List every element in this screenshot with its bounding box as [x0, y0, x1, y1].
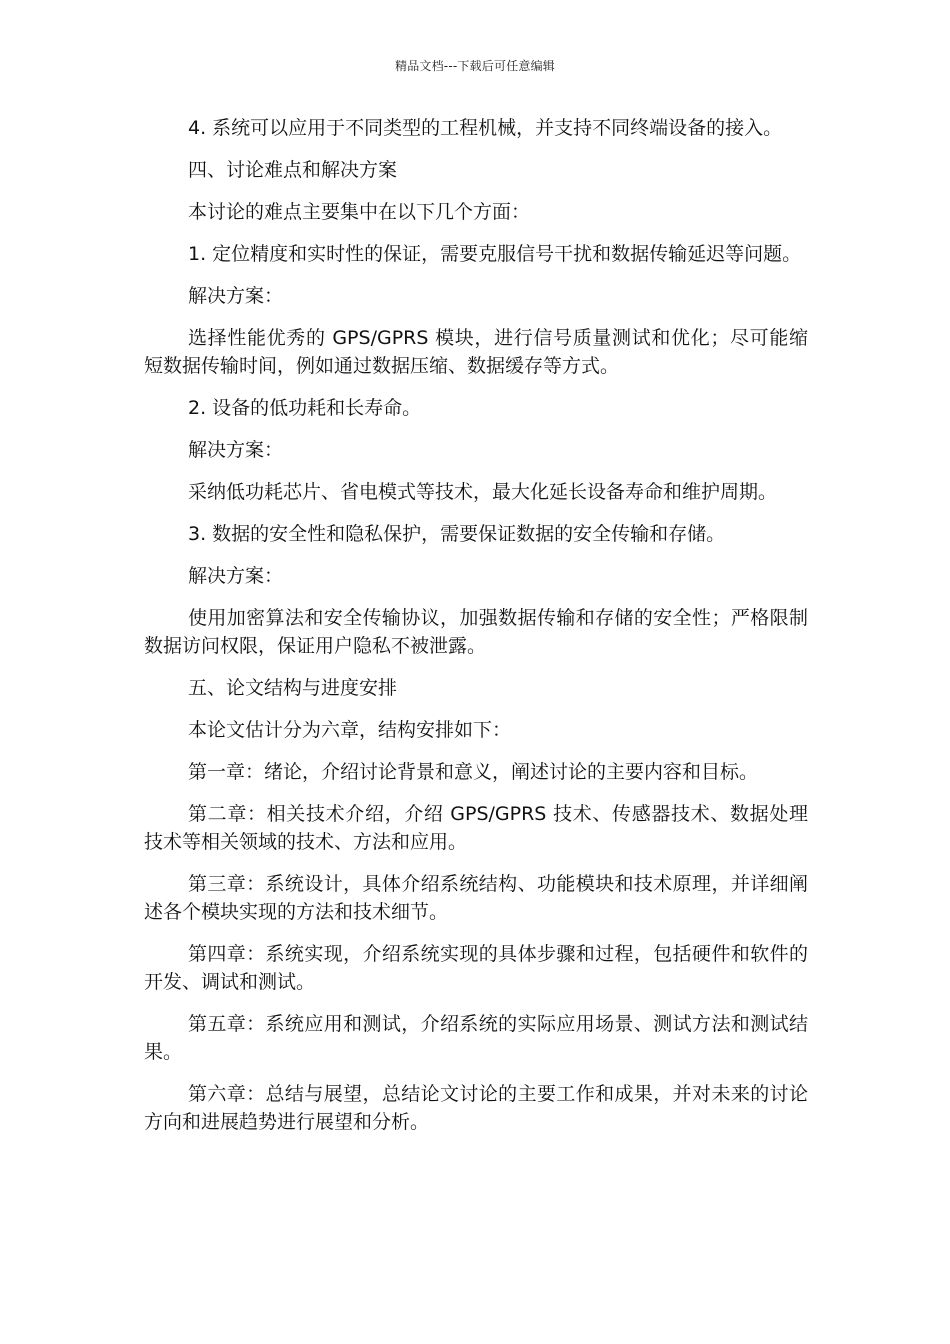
page-header: 精品文档---下载后可任意编辑: [395, 59, 555, 73]
solution-label-1: 解决方案：: [188, 285, 284, 307]
paragraph-8: 使用加密算法和安全传输协议，加强数据传输和存储的安全性；严格限制数据访问权限，保证用户隐私不被泄露。: [144, 607, 808, 657]
chapter-1: 第一章：绪论，介绍讨论背景和意义，阐述讨论的主要内容和目标。: [188, 761, 759, 783]
paragraph-4: 选择性能优秀的 GPS/GPRS 模块，进行信号质量测试和优化；尽可能缩短数据传输时间，例如通过数据压缩、数据缓存等方式。: [144, 327, 808, 377]
paragraph-9: 本论文估计分为六章，结构安排如下：: [188, 719, 512, 741]
chapter-4: 第四章：系统实现，介绍系统实现的具体步骤和过程，包括硬件和软件的开发、调试和测试。: [144, 943, 808, 993]
paragraph-3: 1. 定位精度和实时性的保证，需要克服信号干扰和数据传输延迟等问题。: [188, 243, 802, 265]
chapter-5: 第五章：系统应用和测试，介绍系统的实际应用场景、测试方法和测试结果。: [144, 1013, 808, 1063]
chapter-2: 第二章：相关技术介绍，介绍 GPS/GPRS 技术、传感器技术、数据处理技术等相关领域的技术、方法和应用。: [144, 803, 808, 853]
document-body: [144, 114, 808, 1136]
paragraph-6: 采纳低功耗芯片、省电模式等技术，最大化延长设备寿命和维护周期。: [188, 481, 778, 503]
solution-label-2: 解决方案：: [188, 439, 284, 461]
paragraph-1: 4. 系统可以应用于不同类型的工程机械，并支持不同终端设备的接入。: [188, 117, 783, 139]
paragraph-5: 2. 设备的低功耗和长寿命。: [188, 397, 422, 419]
paragraph-2: 本讨论的难点主要集中在以下几个方面：: [188, 201, 531, 223]
paragraph-7: 3. 数据的安全性和隐私保护，需要保证数据的安全传输和存储。: [188, 523, 726, 545]
solution-label-3: 解决方案：: [188, 565, 284, 587]
chapter-3: 第三章：系统设计，具体介绍系统结构、功能模块和技术原理，并详细阐述各个模块实现的方法和技术细节。: [144, 873, 808, 923]
section-heading-4: 四、讨论难点和解决方案: [188, 159, 398, 181]
chapter-6: 第六章：总结与展望，总结论文讨论的主要工作和成果，并对未来的讨论方向和进展趋势进行展望和分析。: [144, 1083, 808, 1133]
section-heading-5: 五、论文结构与进度安排: [188, 677, 398, 699]
